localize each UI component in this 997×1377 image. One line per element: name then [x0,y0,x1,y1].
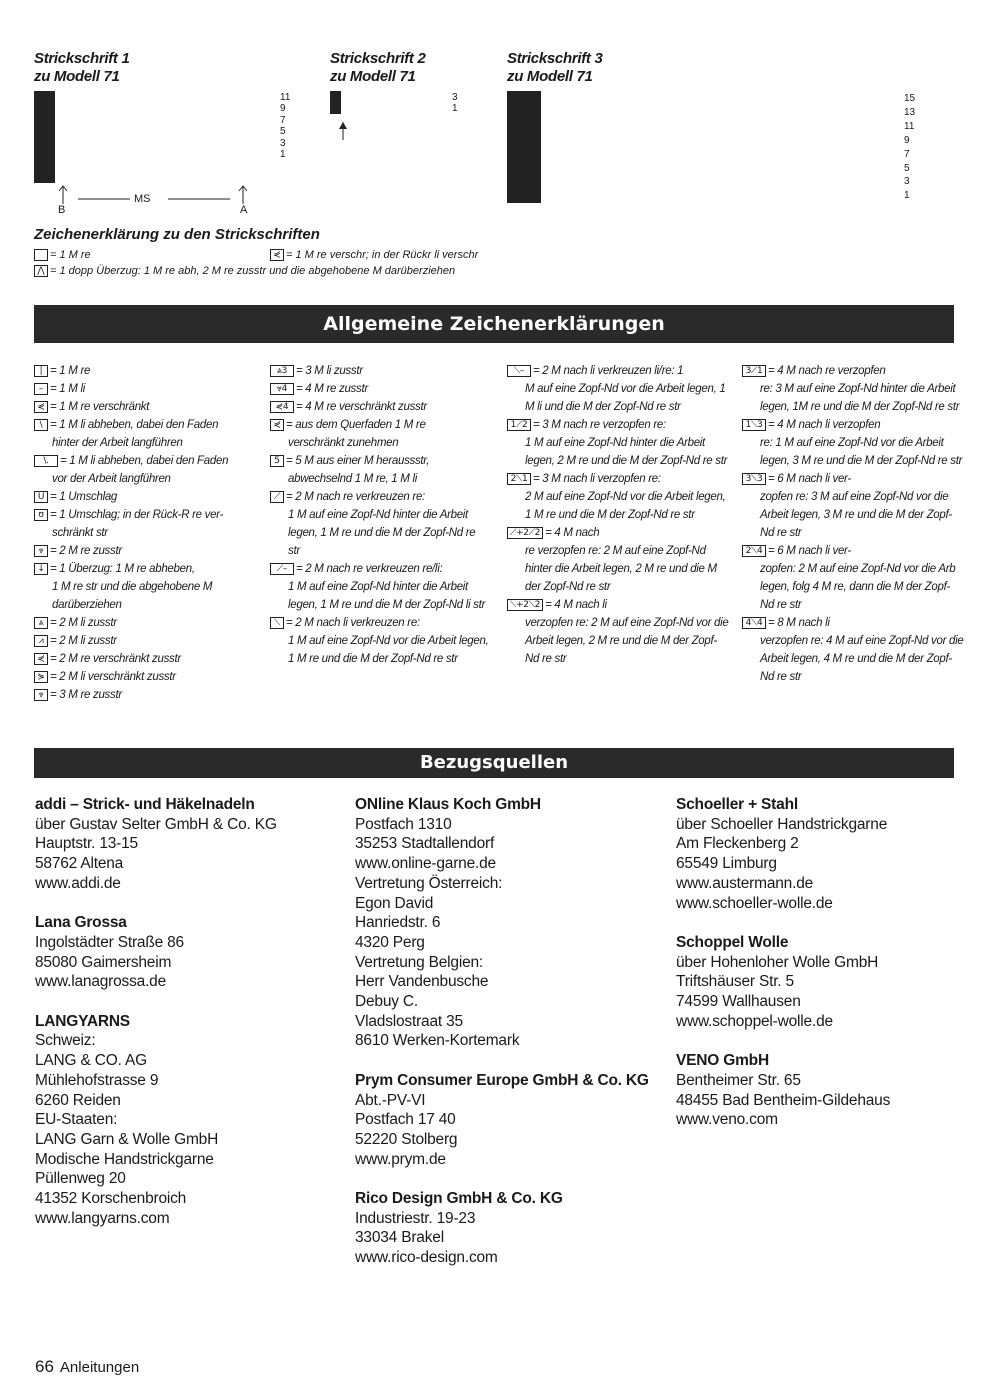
symbol-description: = 2 M li verschränkt zusstr [50,671,176,683]
grid-cell [54,126,55,137]
supplier-name: addi – Strick- und Häkelnadeln [35,796,255,813]
supplier-address-line: Bentheimer Str. 65 [676,1071,801,1089]
supplier-address-line: LANG Garn & Wolle GmbH [35,1130,219,1148]
supplier-website-link[interactable]: www.addi.de [35,874,121,892]
symbol-description: = 1 M li [50,383,85,395]
symbol-description: = 2 M nach li verkreuzen li/re: 1 [533,365,684,377]
symbol-legend-item [34,506,254,542]
grid-cell [540,161,541,175]
section-banner-general: Allgemeine Zeichenerklärungen [34,305,954,343]
supplier-block [35,795,335,894]
symbol-description: = 4 M nach [545,527,600,539]
supplier-address-line: 33034 Brakel [355,1229,444,1247]
knit-symbol-icon: ⩓3 [270,365,294,377]
supplier-name: Lana Grossa [35,914,127,932]
supplier-website-link[interactable]: www.online-garne.de [355,855,496,873]
symbol-description: = 6 M nach li ver- [768,545,851,557]
knit-symbol-icon: ⩓ [34,617,48,629]
supplier-address-line: 4320 Perg [355,933,425,951]
supplier-name: Schoppel Wolle [676,933,789,951]
legend-item: ⋞ = 1 M re verschr; in der Rückr li verschr [270,248,478,262]
knit-symbol-icon: ⩘ [34,635,48,647]
supplier-address-line: Herr Vandenbusche [355,973,489,991]
supplier-website-link[interactable]: www.schoeller-wolle.de [676,894,833,912]
symbol-description: = 1 M li abheben, dabei den Faden [60,455,229,467]
symbol-description-cont: 1 M auf eine Zopf-Nd vor die Arbeit legen, 1 M re und die M der Zopf-Nd re str [288,635,489,665]
supplier-block [676,795,976,913]
knit-symbol-icon: ⟋+2⟋2 [507,527,543,539]
symbol-legend-item [270,614,490,668]
legend-title: Zeichenerklärung zu den Strickschriften [34,226,320,243]
symbol-legend-item [34,452,254,488]
symbol-legend-item [507,416,729,470]
legend-item: ⋀ = 1 dopp Überzug: 1 M re abh, 2 M re zusstr und die abgehobene M darüberziehen [34,264,455,278]
knit-symbol-icon: 4⟍4 [742,617,766,629]
knit-symbol-icon: 1⟍3 [742,419,766,431]
symbol-description: = 1 M li abheben, dabei den Faden [50,419,219,431]
symbol-legend-item [507,470,729,524]
supplier-name: Prym Consumer Europe GmbH & Co. KG [355,1071,649,1089]
knit-symbol-icon: ↓ [34,563,48,575]
supplier-address-line: Abt.-PV-VI [355,1091,426,1109]
symbol-description-cont: zopfen re: 3 M auf eine Zopf-Nd vor die Arbeit legen, 3 M re und die M der Zopf-Nd re str [760,491,952,539]
supplier-address-line: über Schoeller Handstrickgarne [676,815,888,833]
symbol-description: = 3 M li zusstr [296,365,363,377]
grid-cell [54,103,55,114]
knit-symbol-icon: ʊ [34,509,48,521]
grid-cell [54,171,55,182]
symbol-description: = 1 Umschlag [50,491,118,503]
chart1-arrows [58,184,258,206]
supplier-website-link[interactable]: www.lanagrossa.de [35,973,167,991]
knit-symbol-icon: ⋟ [34,671,48,683]
grid-cell [540,147,541,161]
supplier-address-line: Modische Handstrickgarne [35,1150,214,1168]
symbol-description-cont: re verzopfen re: 2 M auf eine Zopf-Nd hinter die Arbeit legen, 2 M re und die M der Zopf-Nd re str [525,545,717,593]
symbol-description: = 4 M re zusstr [296,383,368,395]
supplier-address-line: 74599 Wallhausen [676,993,801,1011]
grid-cell [54,148,55,159]
grid-cell [54,92,55,103]
symbol-legend-item [742,614,964,686]
grid-cell [54,114,55,125]
knit-symbol-icon: – [34,383,48,395]
symbol-description: = 6 M nach li ver- [768,473,851,485]
symbol-legend-item [34,614,254,632]
supplier-address-line: Ingolstädter Straße 86 [35,933,184,951]
grid-cell [540,92,541,106]
knit-symbol-icon: ⟋– [270,563,294,575]
symbol-description-cont: zopfen: 2 M auf eine Zopf-Nd vor die Arb legen, folg 4 M re, dann die M der Zopf-Nd re str [760,563,956,611]
chart1-title: Strickschrift 1 zu Modell 71 [34,50,130,85]
symbol-description: = 2 M li zusstr [50,617,117,629]
symbol-legend-item [34,560,254,614]
supplier-address-line: Am Fleckenberg 2 [676,835,799,853]
knit-symbol-icon: ⟍ [270,617,284,629]
supplier-block [355,1189,665,1268]
grid-cell [540,119,541,133]
symbol-description: = 3 M nach re verzopfen re: [533,419,666,431]
supplier-block [35,913,335,992]
supplier-address-line: 58762 Altena [35,855,124,873]
symbol-legend-item [34,542,254,560]
knit-stitch-icon [34,249,48,261]
symbol-description: = 5 M aus einer M heraussstr, [286,455,430,467]
symbol-description-cont: 1 M auf eine Zopf-Nd hinter die Arbeit legen, 2 M re und die M der Zopf-Nd re str [525,437,728,467]
supplier-address-line: über Gustav Selter GmbH & Co. KG [35,815,277,833]
double-decrease-icon: ⋀ [34,265,48,277]
supplier-name: Rico Design GmbH & Co. KG [355,1190,563,1208]
chart2-row-numbers: 3 1 [452,92,458,115]
grid-cell [540,105,541,119]
chart1-label-a: A [240,204,248,216]
symbol-description: = aus dem Querfaden 1 M re [286,419,426,431]
symbol-description: = 2 M li zusstr [50,635,117,647]
supplier-website-link[interactable]: www.langyarns.com [35,1209,170,1227]
supplier-address-line: Vertretung Österreich: [355,874,503,892]
knit-symbol-icon: | [34,365,48,377]
supplier-address-line: Hanriedstr. 6 [355,914,441,932]
supplier-name: LANGYARNS [35,1012,130,1030]
supplier-block [355,795,665,1051]
symbol-description-cont: hinter der Arbeit langführen [52,437,183,449]
symbol-description: = 4 M nach li verzopfen [768,419,881,431]
symbol-description-cont: verzopfen re: 2 M auf eine Zopf-Nd vor die Arbeit legen, 2 M re und die M der Zopf-Nd re str [525,617,729,665]
supplier-address-line: Mühlehofstrasse 9 [35,1071,159,1089]
chart1-label-b: B [58,204,66,216]
supplier-address-line: 65549 Limburg [676,855,777,873]
symbol-description-cont: 1 M re str und die abgehobene M darüberziehen [52,581,213,611]
symbol-description: = 2 M nach re verkreuzen re: [286,491,425,503]
grid-cell [540,133,541,147]
symbol-legend-item [34,362,254,380]
general-legend-col-2 [270,362,490,668]
symbol-description: = 2 M nach li verkreuzen re: [286,617,420,629]
supplier-website-link[interactable]: www.austermann.de [676,874,814,892]
symbol-description-cont: 1 M auf eine Zopf-Nd hinter die Arbeit legen, 1 M re und die M der Zopf-Nd li str [288,581,486,611]
symbol-description: = 3 M re zusstr [50,689,122,701]
symbol-description-cont: verzopfen re: 4 M auf eine Zopf-Nd vor die Arbeit legen, 4 M re und die M der Zopf-Nd re str [760,635,964,683]
grid-cell [540,189,541,203]
symbol-legend-item [742,542,964,614]
supplier-address-line: 35253 Stadtallendorf [355,835,495,853]
section-banner-suppliers: Bezugsquellen [34,748,954,778]
knit-symbol-icon: ⋞ [34,401,48,413]
page-number: 66 [35,1357,54,1376]
symbol-description-cont: vor der Arbeit langführen [52,473,171,485]
symbol-description: = 2 M nach re verkreuzen re/li: [296,563,443,575]
symbol-legend-item [270,452,490,488]
supplier-block [676,1051,976,1130]
supplier-name: ONline Klaus Koch GmbH [355,796,541,813]
suppliers-col-1 [35,795,335,1248]
knit-symbol-icon: 2⟍4 [742,545,766,557]
knit-symbol-icon: ⋞ [34,653,48,665]
symbol-legend-item [34,416,254,452]
supplier-address-line: 8610 Werken-Kortemark [355,1032,520,1050]
symbol-legend-item [270,398,490,416]
knit-symbol-icon: ⩔ [34,689,48,701]
symbol-description: = 3 M nach li verzopfen re: [533,473,661,485]
chart2-title: Strickschrift 2 zu Modell 71 [330,50,426,85]
knit-symbol-icon: ⩔ [34,545,48,557]
knit-symbol-icon: \ [34,419,48,431]
page-footer [35,1357,139,1377]
supplier-address-line: 85080 Gaimersheim [35,953,172,971]
grid-cell [54,160,55,171]
supplier-block [35,1012,335,1229]
grid-cell [340,92,341,103]
general-legend-col-1 [34,362,254,704]
knit-symbol-icon: ⟋ [270,491,284,503]
supplier-address-line: Hauptstr. 13-15 [35,835,138,853]
symbol-description: = 2 M re zusstr [50,545,122,557]
supplier-address-line: Vladslostraat 35 [355,1012,463,1030]
supplier-address-line: EU-Staaten: [35,1111,118,1129]
chart1-row-numbers: 11 9 7 5 3 1 [280,92,291,161]
grid-cell [54,137,55,148]
supplier-block [676,933,976,1032]
knit-symbol-icon: 3⟋1 [742,365,766,377]
symbol-legend-item [34,686,254,704]
knit-symbol-icon: 2⟍1 [507,473,531,485]
symbol-legend-item [34,632,254,650]
supplier-address-line: 52220 Stolberg [355,1130,458,1148]
symbol-legend-item [507,362,729,416]
knit-symbol-icon: ⋞ [270,419,284,431]
footer-label: Anleitungen [59,1359,140,1376]
supplier-address-line: Postfach 17 40 [355,1111,456,1129]
symbol-legend-item [507,596,729,668]
symbol-description-cont: schränkt str [52,527,108,539]
symbol-legend-item [742,362,964,416]
supplier-address-line: Egon David [355,894,434,912]
supplier-address-line: über Hohenloher Wolle GmbH [676,953,879,971]
general-legend-col-3 [507,362,729,668]
supplier-website-link[interactable]: www.schoppel-wolle.de [676,1012,833,1030]
chart3-row-numbers: 15 13 11 9 7 5 3 1 [904,93,916,202]
symbol-legend-item [507,524,729,596]
symbol-legend-item [270,560,490,614]
symbol-legend-item [270,416,490,452]
symbol-legend-item [34,398,254,416]
symbol-legend-item [34,380,254,398]
knit-symbol-icon: 3⟍3 [742,473,766,485]
symbol-description: = 4 M re verschränkt zusstr [296,401,427,413]
symbol-legend-item [270,488,490,560]
supplier-address-line: Industriestr. 19-23 [355,1209,476,1227]
legend-item: = 1 M re [34,248,91,262]
knit-symbol-icon: 5 [270,455,284,467]
symbol-legend-item [742,470,964,542]
symbol-description-cont: re: 3 M auf eine Zopf-Nd hinter die Arbeit legen, 1M re und die M der Zopf-Nd re str [760,383,960,413]
suppliers-col-3 [676,795,976,1150]
symbol-legend-item [270,362,490,380]
supplier-website-link[interactable]: www.rico-design.com [355,1249,498,1267]
supplier-address-line: Schweiz: [35,1032,96,1050]
supplier-address-line: Püllenweg 20 [35,1170,126,1188]
twisted-stitch-icon: ⋞ [270,249,284,261]
supplier-name: VENO GmbH [676,1052,769,1070]
supplier-address-line: Vertretung Belgien: [355,953,484,971]
symbol-description: = 4 M nach li [545,599,607,611]
supplier-website-link[interactable]: www.prym.de [355,1150,446,1168]
symbol-legend-item [34,668,254,686]
supplier-name: Schoeller + Stahl [676,796,798,813]
supplier-address-line: 6260 Reiden [35,1091,121,1109]
symbol-legend-item [34,488,254,506]
knit-symbol-icon: 1⟋2 [507,419,531,431]
chart3-title: Strickschrift 3 zu Modell 71 [507,50,603,85]
knit-symbol-icon: \. [34,455,58,467]
symbol-description: = 8 M nach li [768,617,830,629]
grid-cell [540,175,541,189]
symbol-description-cont: 2 M auf eine Zopf-Nd vor die Arbeit legen, 1 M re und die M der Zopf-Nd re str [525,491,726,521]
symbol-description: = 1 Umschlag; in der Rück-R re ver- [50,509,224,521]
symbol-legend-item [742,416,964,470]
symbol-description: = 4 M nach re verzopfen [768,365,886,377]
supplier-address-line: Postfach 1310 [355,815,452,833]
supplier-address-line: LANG & CO. AG [35,1052,147,1070]
supplier-address-line: 41352 Korschenbroich [35,1190,187,1208]
knit-symbol-icon: ⟍– [507,365,531,377]
knit-symbol-icon: U [34,491,48,503]
symbol-description-cont: re: 1 M auf eine Zopf-Nd vor die Arbeit legen, 3 M re und die M der Zopf-Nd re str [760,437,963,467]
supplier-address-line: Debuy C. [355,993,419,1011]
knit-symbol-icon: ⋞4 [270,401,294,413]
supplier-address-line: Triftshäuser Str. 5 [676,973,794,991]
symbol-description-cont: abwechselnd 1 M re, 1 M li [288,473,417,485]
symbol-description: = 1 Überzug: 1 M re abheben, [50,563,195,575]
suppliers-col-2 [355,795,665,1288]
supplier-address-line: 48455 Bad Bentheim-Gildehaus [676,1091,891,1109]
general-legend-col-4 [742,362,964,686]
symbol-description-cont: 1 M auf eine Zopf-Nd hinter die Arbeit legen, 1 M re und die M der Zopf-Nd re str [288,509,476,557]
chart2-arrow-icon [338,120,348,142]
knit-symbol-icon: ⟍+2⟍2 [507,599,543,611]
knit-symbol-icon: ⩔4 [270,383,294,395]
symbol-description-cont: M auf eine Zopf-Nd vor die Arbeit legen, 1 M li und die M der Zopf-Nd re str [525,383,726,413]
chart1-label-ms: MS [134,193,151,205]
symbol-description: = 1 M re verschränkt [50,401,150,413]
symbol-description: = 2 M re verschränkt zusstr [50,653,181,665]
symbol-legend-item [34,650,254,668]
symbol-description-cont: verschränkt zunehmen [288,437,399,449]
supplier-website-link[interactable]: www.veno.com [676,1111,778,1129]
chart1-footer [58,184,258,220]
symbol-description: = 1 M re [50,365,91,377]
symbol-legend-item [270,380,490,398]
supplier-block [355,1071,665,1170]
grid-cell [340,103,341,114]
